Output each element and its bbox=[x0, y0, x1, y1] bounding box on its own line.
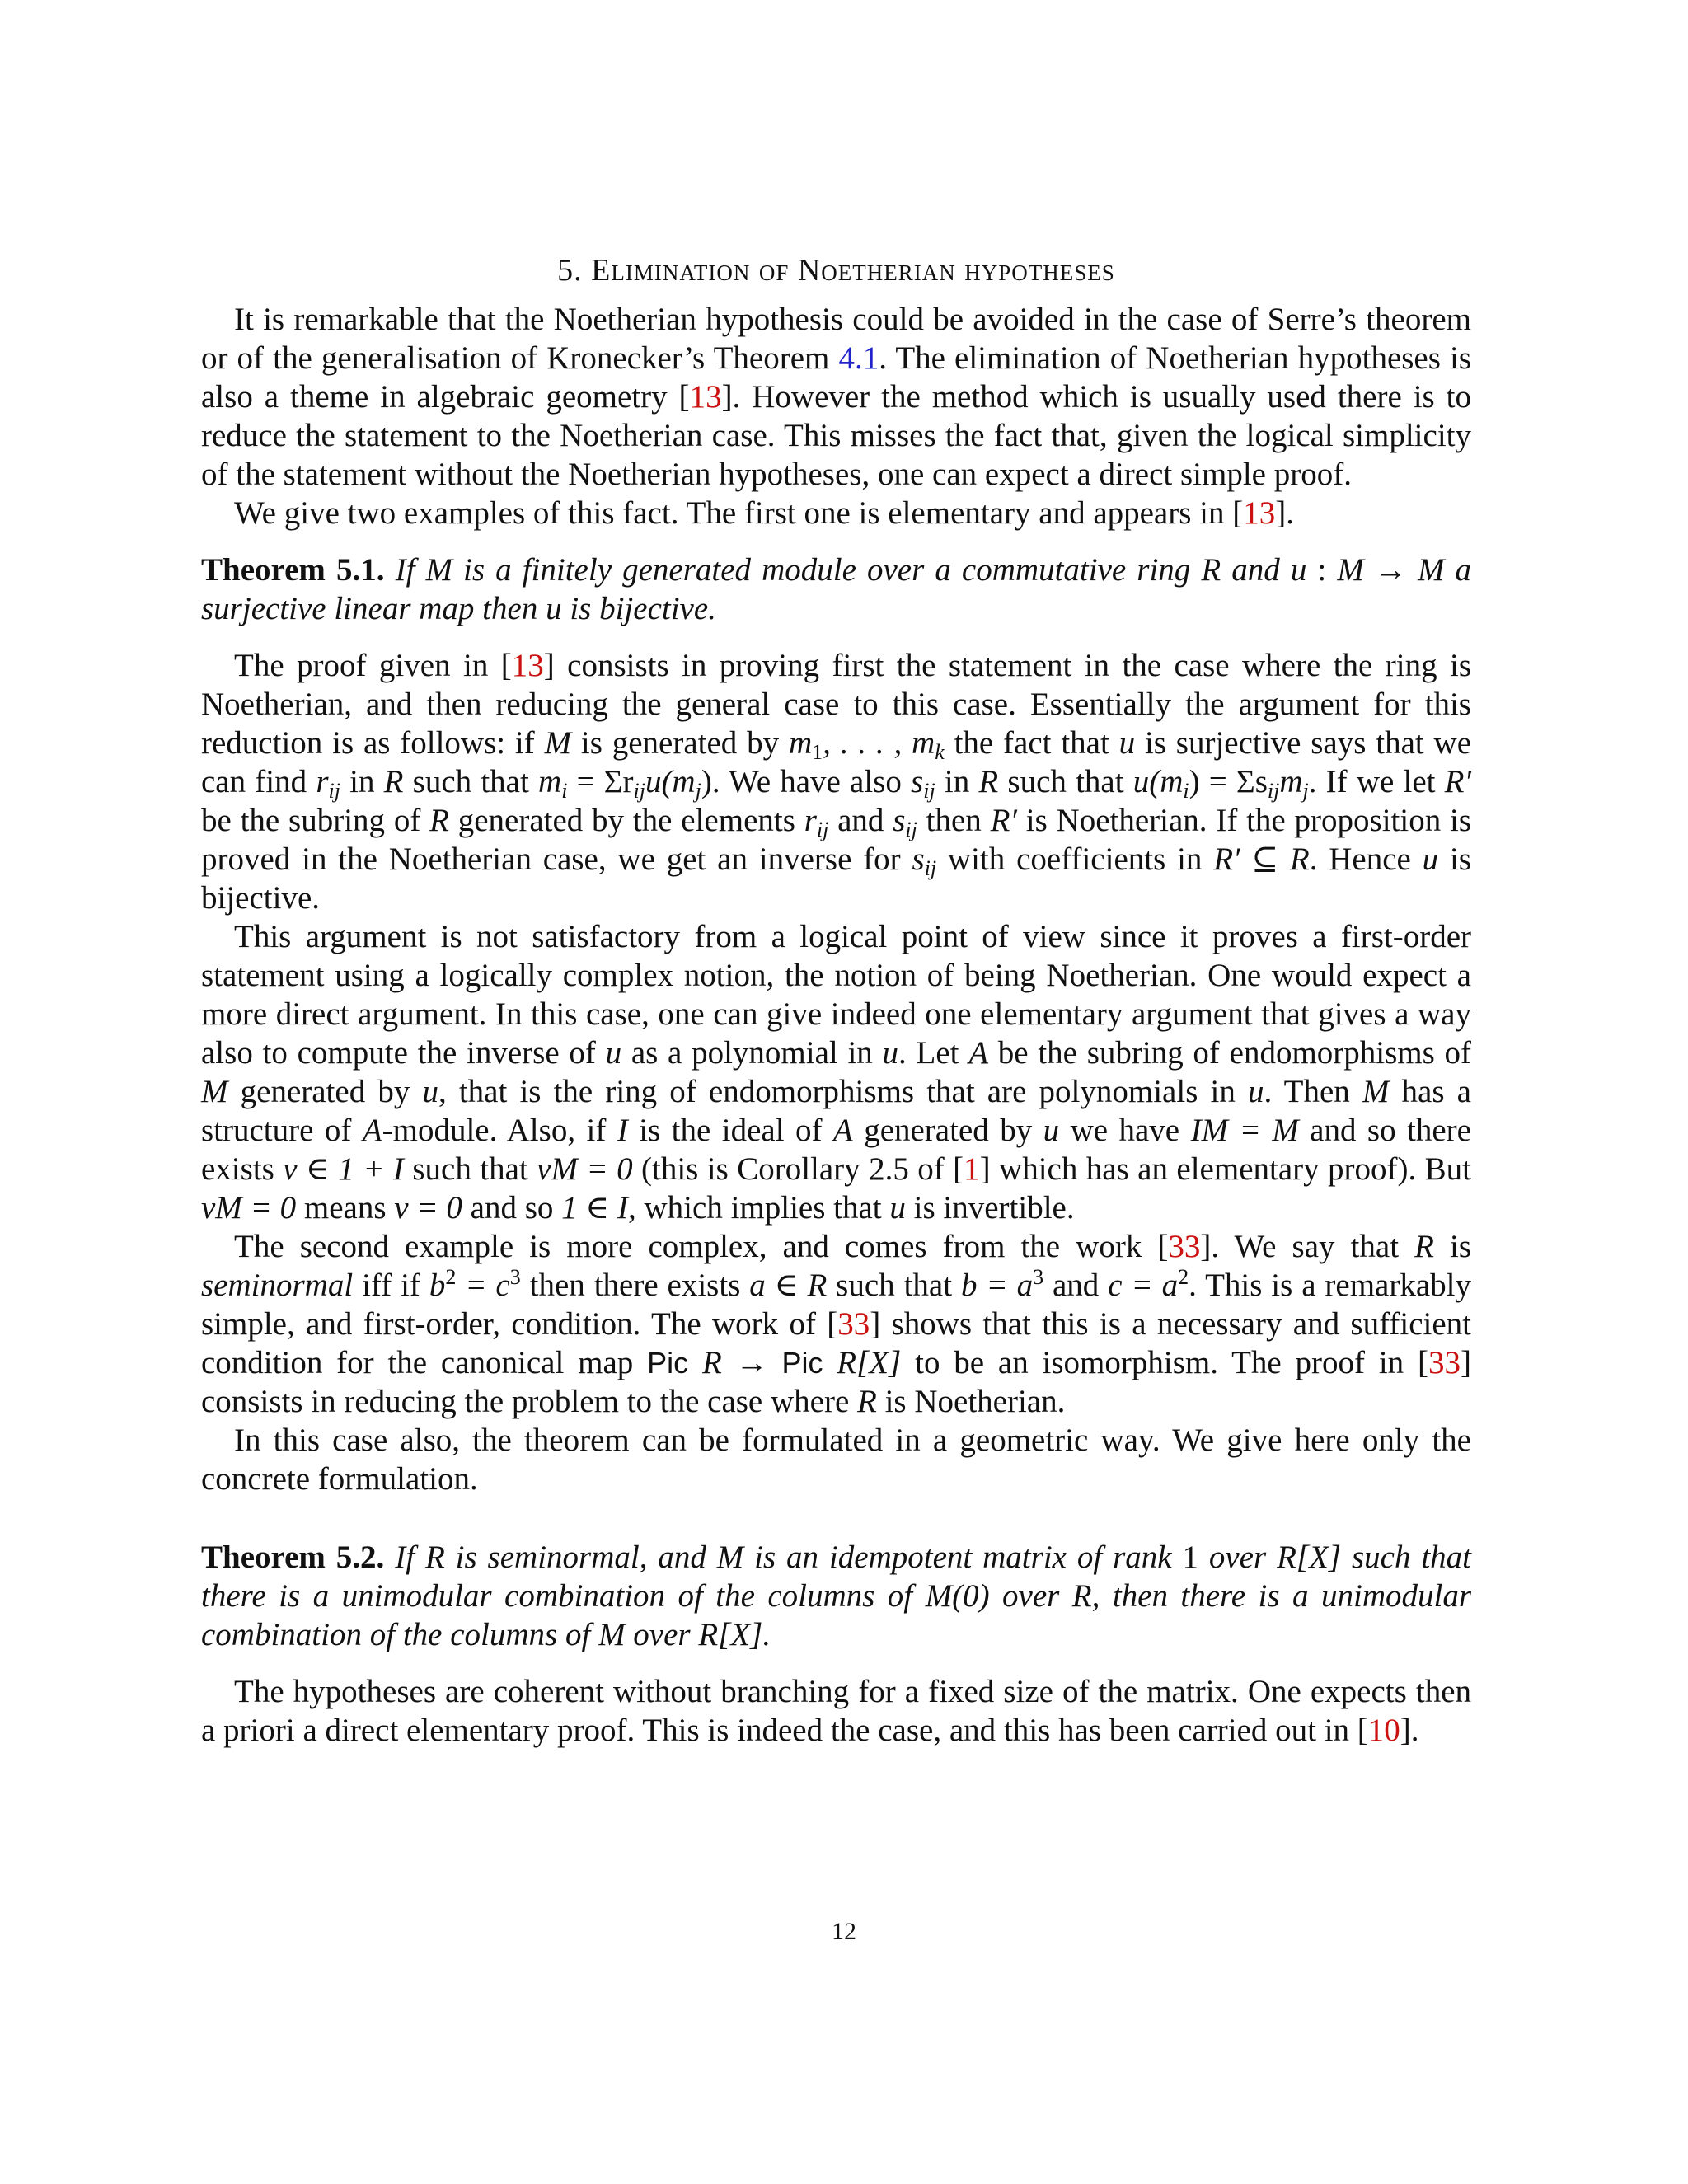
ref-link-thm41[interactable]: 4.1 bbox=[838, 340, 879, 376]
intro-paragraph-1 bbox=[201, 300, 1471, 494]
intro-paragraph-2 bbox=[201, 494, 1471, 532]
second-example-paragraph: The second example is more complex, and comes from the work [33]. We say that R is seminormal iff if $b^2 = c^3$ then there exists a ∈ R such that $b = a^3$ and $c = a^2$. This is a remarkably simple, and first-order, condition. The work of [33] shows that this is a necessary and sufficient condition for the canonical map Pic R → Pic R[X] to be an isomorphism. The proof in [33] consists in reducing the problem to the case where R is Noetherian. bbox=[201, 1229, 1472, 1419]
proof-paragraph: The proof given in [13] consists in proving first the statement in the case where the ring is Noetherian, and then reducing the general case to this case. Essentially the argument for this reduction is as follows: if M is generated by $m_1$, . . . , $m_k$ the fact that u is surjective says that we can find $r_{ij}$ in R such that $m_i = \Sigma r_{ij}u(m_j)$. We have also $s_{ij}$ in R such that $u(m_i) = \Sigma s_{ij}m_j$. If we let R′ be the subring of R generated by the elements $r_{ij}$ and $s_{ij}$ then R′ is Noetherian. If the proposition is proved in the Noetherian case, we get an inverse for $s_{ij}$ with coefficients in R′ ⊆ R. Hence u is bijective. bbox=[201, 648, 1472, 916]
section-title-text: Elimination of Noetherian hypotheses bbox=[591, 253, 1115, 288]
text-run: . The elimination of Noetherian hypotheses is also a theme in algebraic geometry [ bbox=[201, 340, 1472, 415]
theorem-label: Theorem 5.1. bbox=[201, 552, 385, 588]
theorem-5-2 bbox=[201, 1538, 1471, 1654]
ref-link-33[interactable]: 33 bbox=[1428, 1345, 1461, 1380]
geometric-paragraph: In this case also, the theorem can be formulated in a geometric way. We give here only the concrete formulation. bbox=[201, 1422, 1471, 1497]
theorem-statement: If M is a finitely generated module over a commutative ring R and u : M → M a surjective linear map then u is bijective. bbox=[201, 552, 1472, 626]
ref-link-13[interactable]: 13 bbox=[511, 648, 544, 683]
theorem-label: Theorem 5.2. bbox=[201, 1540, 385, 1575]
theorem-statement: If R is seminormal, and M is an idempotent matrix of rank 1 over R[X] such that there is a unimodular combination of the columns of M(0) over R, then there is a unimodular combination of the columns of M over R[X]. bbox=[201, 1540, 1472, 1652]
page-number: 12 bbox=[832, 1918, 856, 1945]
text-run: ]. However the method which is usually used there is to reduce the statement to the Noetherian case. This misses the fact that, given the logical simplicity of the statement without the Noetherian hypotheses, one can expect a direct simple proof. bbox=[201, 379, 1471, 492]
ref-link-33[interactable]: 33 bbox=[837, 1306, 870, 1342]
final-paragraph: The hypotheses are coherent without branching for a fixed size of the matrix. One expects then a priori a direct elementary proof. This is indeed the case, and this has been carried out in [10]. bbox=[201, 1674, 1471, 1748]
section-number: 5. bbox=[557, 253, 583, 288]
ref-link-10[interactable]: 10 bbox=[1367, 1713, 1400, 1748]
ref-link-33[interactable]: 33 bbox=[1168, 1229, 1201, 1264]
ref-link-13[interactable]: 13 bbox=[689, 379, 722, 415]
theorem-5-1 bbox=[201, 551, 1471, 628]
ref-link-1[interactable]: 1 bbox=[964, 1151, 980, 1187]
term-seminormal: seminormal bbox=[201, 1268, 354, 1303]
ref-link-13[interactable]: 13 bbox=[1243, 495, 1276, 531]
section-heading bbox=[201, 251, 1471, 290]
page-content bbox=[201, 251, 1471, 1750]
argument-paragraph: This argument is not satisfactory from a logical point of view since it proves a first-order statement using a logically complex notion, the notion of being Noetherian. One would expect a more direct argument. In this case, one can give indeed one elementary argument that gives a way also to compute the inverse of u as a polynomial in u. Let A be the subring of endomorphisms of M generated by u, that is the ring of endomorphisms that are polynomials in u. Then M has a structure of A-module. Also, if I is the ideal of A generated by u we have IM = M and so there exists v ∈ 1 + I such that vM = 0 (this is Corollary 2.5 of [1] which has an elementary proof). But vM = 0 means v = 0 and so 1 ∈ I, which implies that u is invertible. bbox=[201, 919, 1472, 1226]
text-run: ]. bbox=[1275, 495, 1294, 531]
text-run: We give two examples of this fact. The first one is elementary and appears in [ bbox=[234, 495, 1244, 531]
text-run: It is remarkable that the Noetherian hypothesis could be avoided in the case of Serre’s theorem or of the generalisation of Kronecker’s Theorem bbox=[201, 302, 1471, 376]
